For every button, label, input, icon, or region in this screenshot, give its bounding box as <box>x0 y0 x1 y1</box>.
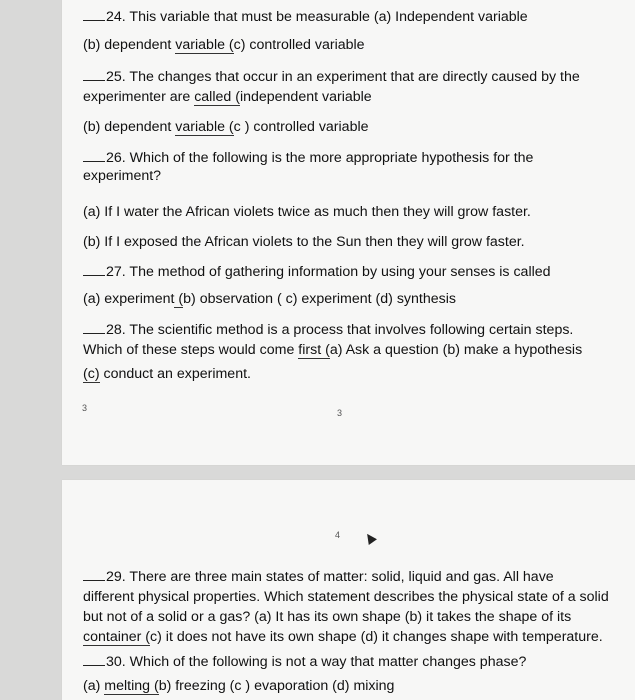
question-26-line1: 26. Which of the following is the more appropriate hypothesis for the <box>83 149 533 168</box>
page-number-right: 3 <box>337 408 343 418</box>
question-26-option-b: (b) If I exposed the African violets to the Sun then they will grow faster. <box>83 234 525 250</box>
question-25-line1: 25. The changes that occur in an experiment that are directly caused by the <box>83 68 580 87</box>
question-30-line1: 30. Which of the following is not a way that matter changes phase? <box>83 653 526 672</box>
question-30-line2: (a) melting (b) freezing (c ) evaporation (d) mixing <box>83 678 395 694</box>
answer-blank <box>83 68 105 81</box>
answer-blank <box>83 8 105 21</box>
question-28-line2: Which of these steps would come first (a) Ask a question (b) make a hypothesis <box>83 342 583 358</box>
answer-blank <box>83 653 105 666</box>
question-28-line1: 28. The scientific method is a process that involves following certain steps. <box>83 321 573 340</box>
question-25-line3: (b) dependent variable (c ) controlled variable <box>83 119 369 135</box>
question-27-line1: 27. The method of gathering information by using your senses is called <box>83 263 551 282</box>
answer-blank <box>83 321 105 334</box>
question-24-line1: 24. This variable that must be measurable (a) Independent variable <box>83 8 528 27</box>
question-29-line4: container (c) it does not have its own shape (d) it changes shape with temperature. <box>83 629 603 645</box>
question-25-line2: experimenter are called (independent variable <box>83 89 372 105</box>
question-26-line2: experiment? <box>83 168 162 184</box>
answer-blank <box>83 568 105 581</box>
question-24-line2: (b) dependent variable (c) controlled variable <box>83 37 365 53</box>
question-27-line2: (a) experiment (b) observation ( c) experiment (d) synthesis <box>83 291 456 307</box>
question-29-line3: but not of a solid or a gas? (a) It has its own shape (b) it takes the shape of its <box>83 609 572 625</box>
question-29-line1: 29. There are three main states of matter: solid, liquid and gas. All have <box>83 568 554 587</box>
question-26-option-a: (a) If I water the African violets twice as much then they will grow faster. <box>83 204 531 220</box>
page-number-bottom: 4 <box>335 530 341 540</box>
question-29-line2: different physical properties. Which statement describes the physical state of a solid <box>83 589 609 605</box>
answer-blank <box>83 149 105 162</box>
question-28-line3: (c) conduct an experiment. <box>83 366 251 382</box>
answer-blank <box>83 263 105 276</box>
page-number-left: 3 <box>82 403 88 413</box>
